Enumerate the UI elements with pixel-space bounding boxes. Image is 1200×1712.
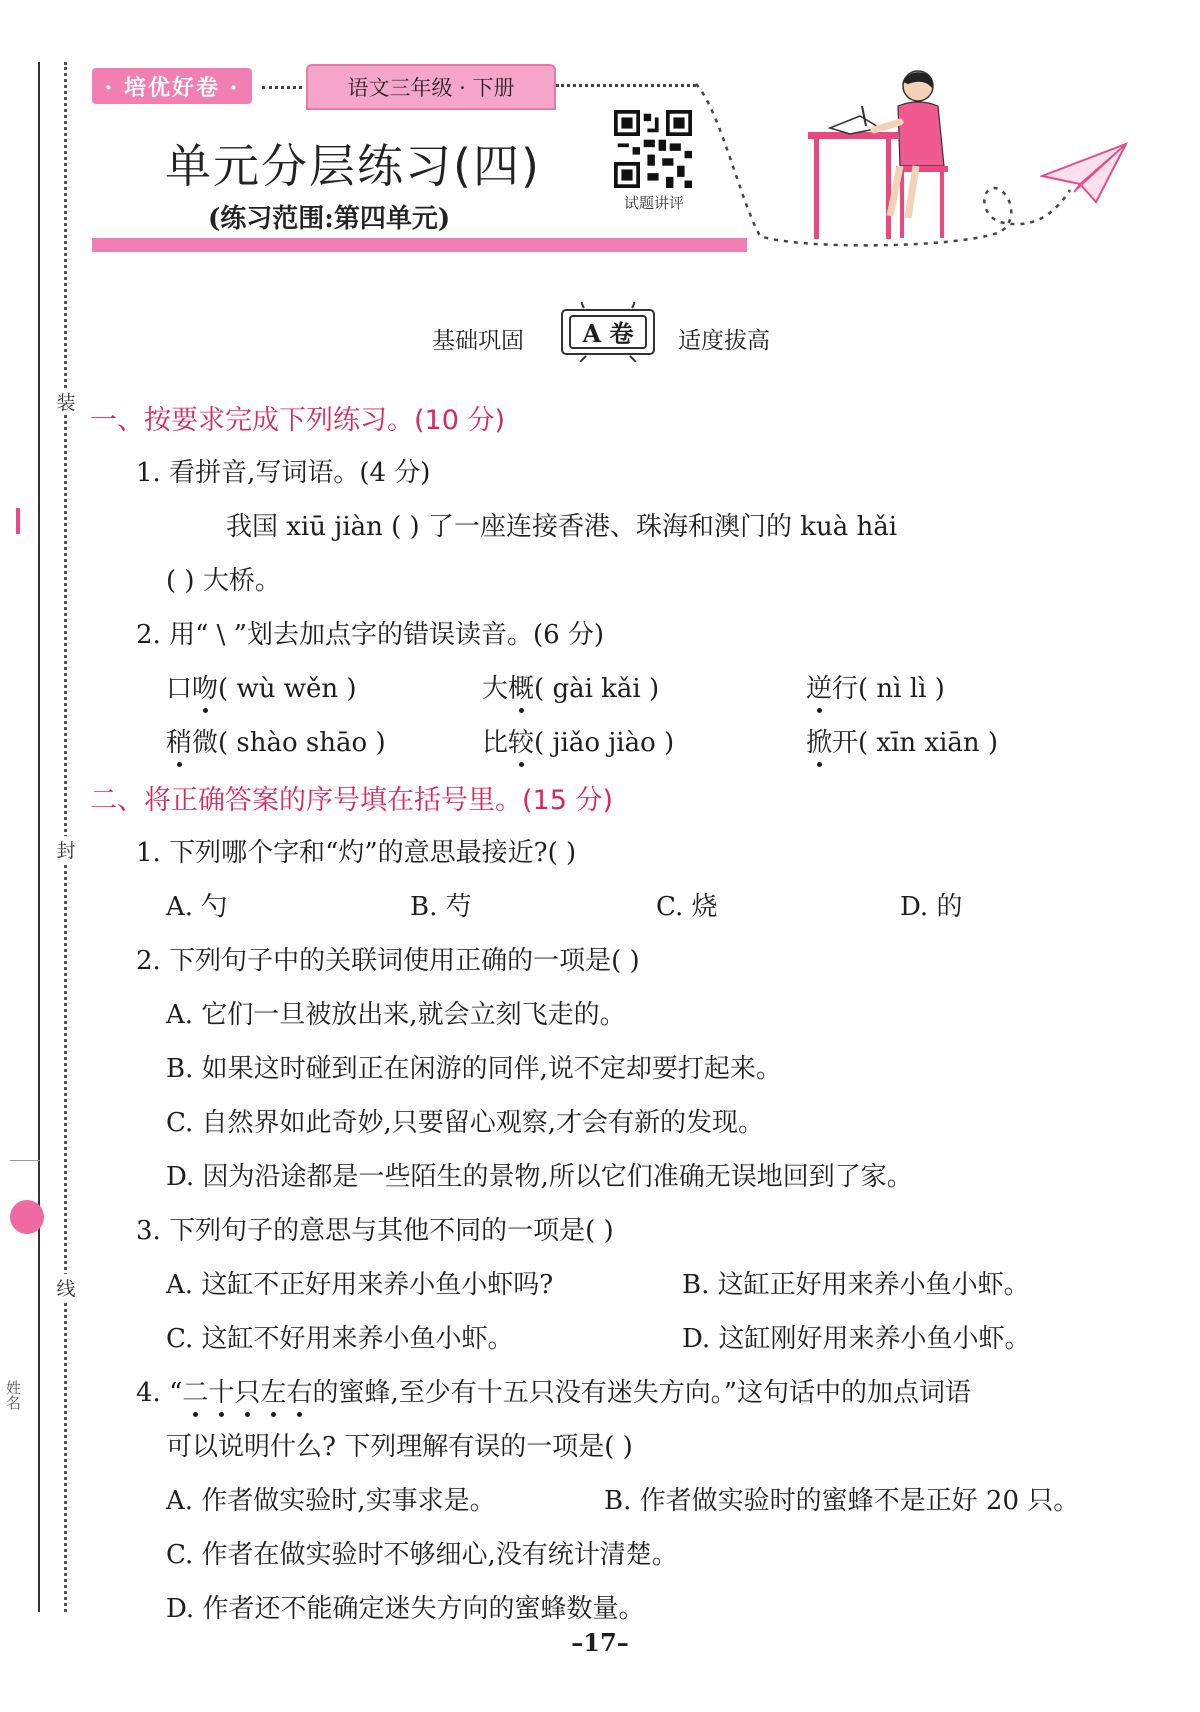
pinyin-item: 逆行( nì lì ) <box>806 668 945 705</box>
question-1-1-prompt: 1. 看拼音,写词语。(4 分) <box>136 458 431 488</box>
dotted-char: 左 <box>260 1372 286 1409</box>
pinyin-item: 比较( jiǎo jiào ) <box>482 722 674 759</box>
pink-dot <box>10 1200 44 1234</box>
option-c: C. 自然界如此奇妙,只要留心观察,才会有新的发现。 <box>166 1108 765 1138</box>
dotted-char: 十 <box>208 1372 234 1409</box>
dotted-char: 二 <box>182 1372 208 1409</box>
pinyin-item: 稍微( shào shāo ) <box>166 722 386 759</box>
option-d: D. 的 <box>900 892 963 922</box>
option-c: C. 烧 <box>656 892 718 922</box>
option-c: C. 作者在做实验时不够细心,没有统计清楚。 <box>166 1540 678 1570</box>
option-d: D. 这缸刚好用来养小鱼小虾。 <box>682 1324 1031 1354</box>
option-a: A. 它们一旦被放出来,就会立刻飞走的。 <box>166 1000 626 1030</box>
side-label: 姓名 <box>4 1380 22 1410</box>
qr-code-icon[interactable] <box>614 110 692 188</box>
section-2-heading: 二、将正确答案的序号填在括号里。(15 分) <box>90 785 614 816</box>
option-b: B. 如果这时碰到正在闲游的同伴,说不定却要打起来。 <box>166 1054 782 1084</box>
question-2-2-prompt: 2. 下列句子中的关联词使用正确的一项是( ) <box>136 946 640 976</box>
level-left-label: 基础巩固 <box>432 328 524 354</box>
question-1-1-line-2: ( ) 大桥。 <box>166 566 281 596</box>
margin-char-feng: 封 <box>54 836 78 863</box>
page-title: 单元分层练习(四) <box>165 139 541 193</box>
question-2-3-prompt: 3. 下列句子的意思与其他不同的一项是( ) <box>136 1216 614 1246</box>
level-right-label: 适度拔高 <box>678 328 770 354</box>
header-bar <box>92 238 747 252</box>
student-reading-illustration <box>800 66 970 246</box>
series-tag: · 培优好卷 · <box>92 68 252 104</box>
qr-caption: 试题讲评 <box>623 194 684 212</box>
pinyin-item: 口吻( wù wěn ) <box>166 668 357 705</box>
margin-char-zhuang: 装 <box>54 388 78 415</box>
pink-marker <box>16 508 20 534</box>
option-d: D. 作者还不能确定迷失方向的蜜蜂数量。 <box>166 1594 645 1624</box>
dotted-char: 只 <box>234 1372 260 1409</box>
level-badge-text: A 卷 <box>582 319 634 348</box>
option-b: B. 这缸正好用来养小鱼小虾。 <box>682 1270 1030 1300</box>
option-a: A. 这缸不正好用来养小鱼小虾吗? <box>166 1270 554 1300</box>
dotted-phrase <box>182 1378 312 1408</box>
question-2-4-prompt-line-2: 可以说明什么? 下列理解有误的一项是( ) <box>166 1432 633 1462</box>
pinyin-item: 掀开( xīn xiān ) <box>806 722 998 759</box>
option-c: C. 这缸不好用来养小鱼小虾。 <box>166 1324 514 1354</box>
question-1-2-prompt: 2. 用“ \ ”划去加点字的错误读音。(6 分) <box>136 620 605 650</box>
option-a: A. 勺 <box>166 892 228 922</box>
dotted-char: 右 <box>286 1372 312 1409</box>
page-subtitle: (练习范围:第四单元) <box>208 204 451 234</box>
option-d: D. 因为沿途都是一些陌生的景物,所以它们准确无误地回到了家。 <box>166 1162 913 1192</box>
page-number: –17– <box>571 1628 629 1657</box>
pinyin-item: 大概( gài kǎi ) <box>482 668 659 705</box>
margin-char-xian: 线 <box>54 1274 78 1301</box>
section-1-heading: 一、按要求完成下列练习。(10 分) <box>90 405 506 436</box>
paper-plane-icon <box>1040 140 1130 210</box>
option-a: A. 作者做实验时,实事求是。 <box>166 1486 496 1516</box>
option-b: B. 作者做实验时的蜜蜂不是正好 20 只。 <box>604 1486 1080 1516</box>
name-line <box>10 1160 40 1161</box>
book-tag: 语文三年级 · 下册 <box>306 64 556 110</box>
option-b: B. 芍 <box>410 892 472 922</box>
question-2-1-prompt: 1. 下列哪个字和“灼”的意思最接近?( ) <box>136 838 577 868</box>
question-2-4-prompt: 4. “二十只左右的蜜蜂,至少有十五只没有迷失方向。”这句话中的加点词语 <box>136 1372 971 1409</box>
question-1-1-line-1: 我国 xiū jiàn ( ) 了一座连接香港、珠海和澳门的 kuà hǎi <box>226 512 898 542</box>
